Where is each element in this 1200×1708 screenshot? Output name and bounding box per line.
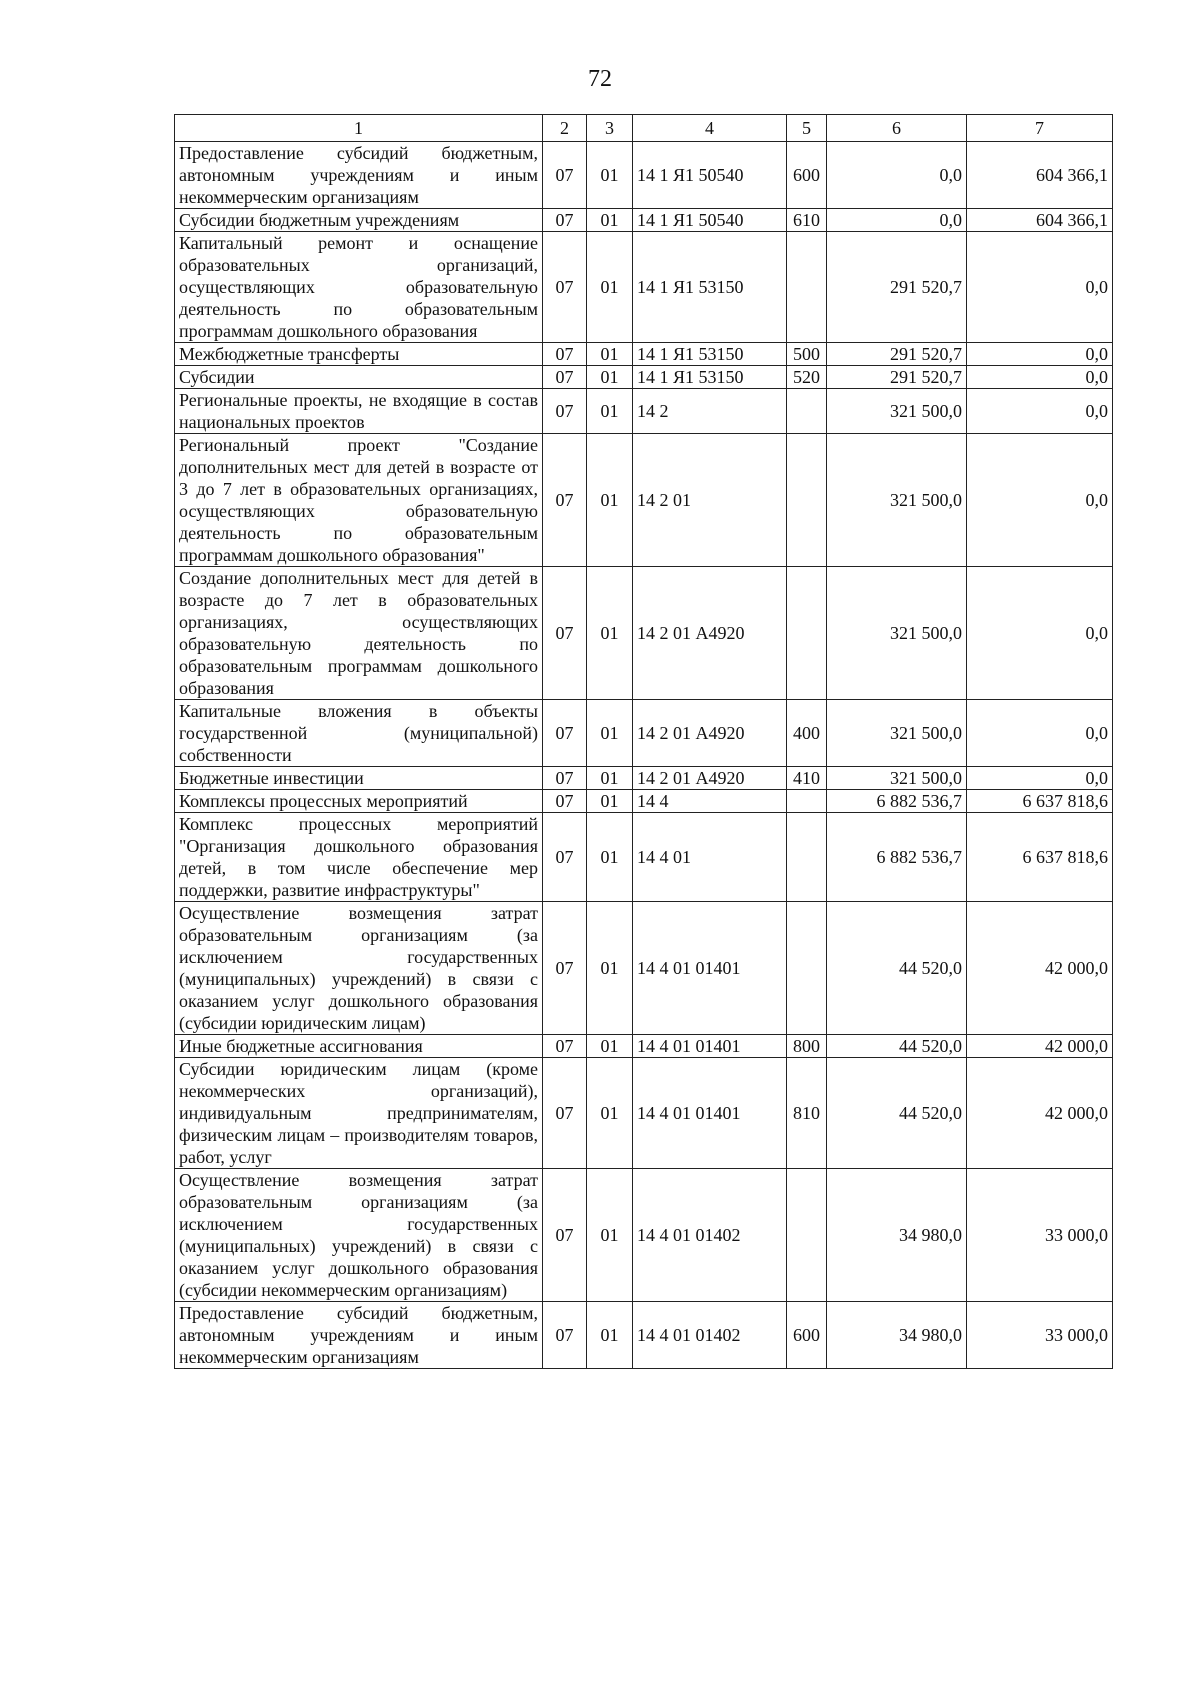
amount-col6-cell: 34 980,0 xyxy=(827,1302,967,1369)
target-article-cell: 14 4 01 01401 xyxy=(633,902,787,1035)
column-header: 7 xyxy=(967,115,1113,142)
amount-col7-cell: 0,0 xyxy=(967,389,1113,434)
amount-col7-cell: 42 000,0 xyxy=(967,902,1113,1035)
amount-col7-cell: 0,0 xyxy=(967,767,1113,790)
amount-col6-cell: 44 520,0 xyxy=(827,902,967,1035)
amount-col6-cell: 321 500,0 xyxy=(827,700,967,767)
target-article-cell: 14 2 01 А4920 xyxy=(633,700,787,767)
section-code-cell: 07 xyxy=(543,343,587,366)
expense-type-cell: 600 xyxy=(787,142,827,209)
expense-type-cell xyxy=(787,813,827,902)
page-number: 72 xyxy=(588,66,612,92)
subsection-code-cell: 01 xyxy=(587,767,633,790)
row-name-cell: Субсидии xyxy=(175,366,543,389)
table-header-row xyxy=(175,115,1113,142)
row-name-cell: Иные бюджетные ассигнования xyxy=(175,1035,543,1058)
amount-col6-cell: 44 520,0 xyxy=(827,1035,967,1058)
target-article-cell: 14 4 01 01401 xyxy=(633,1058,787,1169)
subsection-code-cell: 01 xyxy=(587,790,633,813)
row-name-cell: Субсидии бюджетным учреждениям xyxy=(175,209,543,232)
amount-col6-cell: 321 500,0 xyxy=(827,434,967,567)
subsection-code-cell: 01 xyxy=(587,142,633,209)
target-article-cell: 14 2 01 А4920 xyxy=(633,567,787,700)
expense-type-cell: 400 xyxy=(787,700,827,767)
subsection-code-cell: 01 xyxy=(587,434,633,567)
subsection-code-cell: 01 xyxy=(587,567,633,700)
amount-col7-cell: 33 000,0 xyxy=(967,1302,1113,1369)
subsection-code-cell: 01 xyxy=(587,366,633,389)
table-row xyxy=(175,434,1113,567)
amount-col6-cell: 34 980,0 xyxy=(827,1169,967,1302)
row-name-cell: Создание дополнительных мест для детей в возрасте до 7 лет в образовательных организациях, осуществляющих образовательную деятельность по образовательным программам дошкольного образования xyxy=(175,567,543,700)
subsection-code-cell: 01 xyxy=(587,232,633,343)
section-code-cell: 07 xyxy=(543,1058,587,1169)
expense-type-cell xyxy=(787,902,827,1035)
amount-col6-cell: 291 520,7 xyxy=(827,366,967,389)
subsection-code-cell: 01 xyxy=(587,343,633,366)
section-code-cell: 07 xyxy=(543,902,587,1035)
target-article-cell: 14 2 01 А4920 xyxy=(633,767,787,790)
expense-type-cell: 810 xyxy=(787,1058,827,1169)
section-code-cell: 07 xyxy=(543,567,587,700)
row-name-cell: Бюджетные инвестиции xyxy=(175,767,543,790)
expense-type-cell xyxy=(787,790,827,813)
table-row xyxy=(175,1058,1113,1169)
amount-col6-cell: 291 520,7 xyxy=(827,232,967,343)
section-code-cell: 07 xyxy=(543,366,587,389)
target-article-cell: 14 4 01 xyxy=(633,813,787,902)
expense-type-cell: 600 xyxy=(787,1302,827,1369)
row-name-cell: Комплексы процессных мероприятий xyxy=(175,790,543,813)
subsection-code-cell: 01 xyxy=(587,700,633,767)
subsection-code-cell: 01 xyxy=(587,1169,633,1302)
expense-type-cell xyxy=(787,1169,827,1302)
section-code-cell: 07 xyxy=(543,767,587,790)
amount-col7-cell: 0,0 xyxy=(967,434,1113,567)
table-row xyxy=(175,209,1113,232)
column-header: 3 xyxy=(587,115,633,142)
subsection-code-cell: 01 xyxy=(587,902,633,1035)
amount-col6-cell: 6 882 536,7 xyxy=(827,813,967,902)
table-row xyxy=(175,232,1113,343)
column-header: 5 xyxy=(787,115,827,142)
table-row xyxy=(175,1035,1113,1058)
row-name-cell: Капитальные вложения в объекты государственной (муниципальной) собственности xyxy=(175,700,543,767)
expense-type-cell: 520 xyxy=(787,366,827,389)
section-code-cell: 07 xyxy=(543,209,587,232)
section-code-cell: 07 xyxy=(543,232,587,343)
row-name-cell: Предоставление субсидий бюджетным, автономным учреждениям и иным некоммерческим организациям xyxy=(175,142,543,209)
row-name-cell: Осуществление возмещения затрат образовательным организациям (за исключением государственных (муниципальных) учреждений) в связи с оказанием услуг дошкольного образования (субсидии некоммерческим организациям) xyxy=(175,1169,543,1302)
table-row xyxy=(175,389,1113,434)
column-header: 2 xyxy=(543,115,587,142)
target-article-cell: 14 1 Я1 53150 xyxy=(633,343,787,366)
target-article-cell: 14 4 01 01402 xyxy=(633,1169,787,1302)
row-name-cell: Предоставление субсидий бюджетным, автономным учреждениям и иным некоммерческим организациям xyxy=(175,1302,543,1369)
section-code-cell: 07 xyxy=(543,1302,587,1369)
subsection-code-cell: 01 xyxy=(587,813,633,902)
section-code-cell: 07 xyxy=(543,389,587,434)
expense-type-cell: 610 xyxy=(787,209,827,232)
section-code-cell: 07 xyxy=(543,700,587,767)
row-name-cell: Комплекс процессных мероприятий "Организация дошкольного образования детей, в том числе обеспечение мер поддержки, развитие инфраструктуры" xyxy=(175,813,543,902)
target-article-cell: 14 2 01 xyxy=(633,434,787,567)
amount-col7-cell: 0,0 xyxy=(967,700,1113,767)
target-article-cell: 14 1 Я1 50540 xyxy=(633,142,787,209)
section-code-cell: 07 xyxy=(543,142,587,209)
subsection-code-cell: 01 xyxy=(587,1302,633,1369)
amount-col7-cell: 0,0 xyxy=(967,366,1113,389)
amount-col6-cell: 0,0 xyxy=(827,209,967,232)
column-header: 1 xyxy=(175,115,543,142)
amount-col7-cell: 42 000,0 xyxy=(967,1035,1113,1058)
table-row xyxy=(175,813,1113,902)
column-header: 6 xyxy=(827,115,967,142)
target-article-cell: 14 4 xyxy=(633,790,787,813)
amount-col7-cell: 604 366,1 xyxy=(967,142,1113,209)
amount-col7-cell: 0,0 xyxy=(967,232,1113,343)
table-row xyxy=(175,1302,1113,1369)
subsection-code-cell: 01 xyxy=(587,209,633,232)
row-name-cell: Капитальный ремонт и оснащение образовательных организаций, осуществляющих образовательную деятельность по образовательным программам дошкольного образования xyxy=(175,232,543,343)
expense-type-cell xyxy=(787,434,827,567)
amount-col6-cell: 321 500,0 xyxy=(827,767,967,790)
table-row xyxy=(175,790,1113,813)
row-name-cell: Региональные проекты, не входящие в состав национальных проектов xyxy=(175,389,543,434)
expense-type-cell: 800 xyxy=(787,1035,827,1058)
amount-col6-cell: 321 500,0 xyxy=(827,567,967,700)
row-name-cell: Субсидии юридическим лицам (кроме некоммерческих организаций), индивидуальным предпринимателям, физическим лицам – производителям товаров, работ, услуг xyxy=(175,1058,543,1169)
target-article-cell: 14 4 01 01401 xyxy=(633,1035,787,1058)
table-row xyxy=(175,700,1113,767)
amount-col7-cell: 0,0 xyxy=(967,567,1113,700)
table-row xyxy=(175,902,1113,1035)
row-name-cell: Межбюджетные трансферты xyxy=(175,343,543,366)
table-row xyxy=(175,366,1113,389)
row-name-cell: Региональный проект "Создание дополнительных мест для детей в возрасте от 3 до 7 лет в образовательных организациях, осуществляющих образовательную деятельность по образовательным программам дошкольного образования" xyxy=(175,434,543,567)
table-row xyxy=(175,142,1113,209)
column-header: 4 xyxy=(633,115,787,142)
amount-col6-cell: 6 882 536,7 xyxy=(827,790,967,813)
expense-type-cell xyxy=(787,567,827,700)
amount-col6-cell: 0,0 xyxy=(827,142,967,209)
table-row xyxy=(175,343,1113,366)
table-row xyxy=(175,1169,1113,1302)
amount-col6-cell: 44 520,0 xyxy=(827,1058,967,1169)
budget-table xyxy=(174,114,1113,1369)
target-article-cell: 14 4 01 01402 xyxy=(633,1302,787,1369)
table-row xyxy=(175,567,1113,700)
target-article-cell: 14 2 xyxy=(633,389,787,434)
subsection-code-cell: 01 xyxy=(587,389,633,434)
target-article-cell: 14 1 Я1 50540 xyxy=(633,209,787,232)
section-code-cell: 07 xyxy=(543,1035,587,1058)
section-code-cell: 07 xyxy=(543,434,587,567)
table-row xyxy=(175,767,1113,790)
section-code-cell: 07 xyxy=(543,790,587,813)
section-code-cell: 07 xyxy=(543,813,587,902)
amount-col7-cell: 0,0 xyxy=(967,343,1113,366)
row-name-cell: Осуществление возмещения затрат образовательным организациям (за исключением государственных (муниципальных) учреждений) в связи с оказанием услуг дошкольного образования (субсидии юридическим лицам) xyxy=(175,902,543,1035)
amount-col7-cell: 604 366,1 xyxy=(967,209,1113,232)
amount-col6-cell: 321 500,0 xyxy=(827,389,967,434)
amount-col6-cell: 291 520,7 xyxy=(827,343,967,366)
section-code-cell: 07 xyxy=(543,1169,587,1302)
table-body xyxy=(175,142,1113,1369)
expense-type-cell xyxy=(787,232,827,343)
amount-col7-cell: 42 000,0 xyxy=(967,1058,1113,1169)
target-article-cell: 14 1 Я1 53150 xyxy=(633,366,787,389)
expense-type-cell: 410 xyxy=(787,767,827,790)
subsection-code-cell: 01 xyxy=(587,1058,633,1169)
amount-col7-cell: 6 637 818,6 xyxy=(967,790,1113,813)
amount-col7-cell: 33 000,0 xyxy=(967,1169,1113,1302)
target-article-cell: 14 1 Я1 53150 xyxy=(633,232,787,343)
expense-type-cell: 500 xyxy=(787,343,827,366)
expense-type-cell xyxy=(787,389,827,434)
amount-col7-cell: 6 637 818,6 xyxy=(967,813,1113,902)
subsection-code-cell: 01 xyxy=(587,1035,633,1058)
